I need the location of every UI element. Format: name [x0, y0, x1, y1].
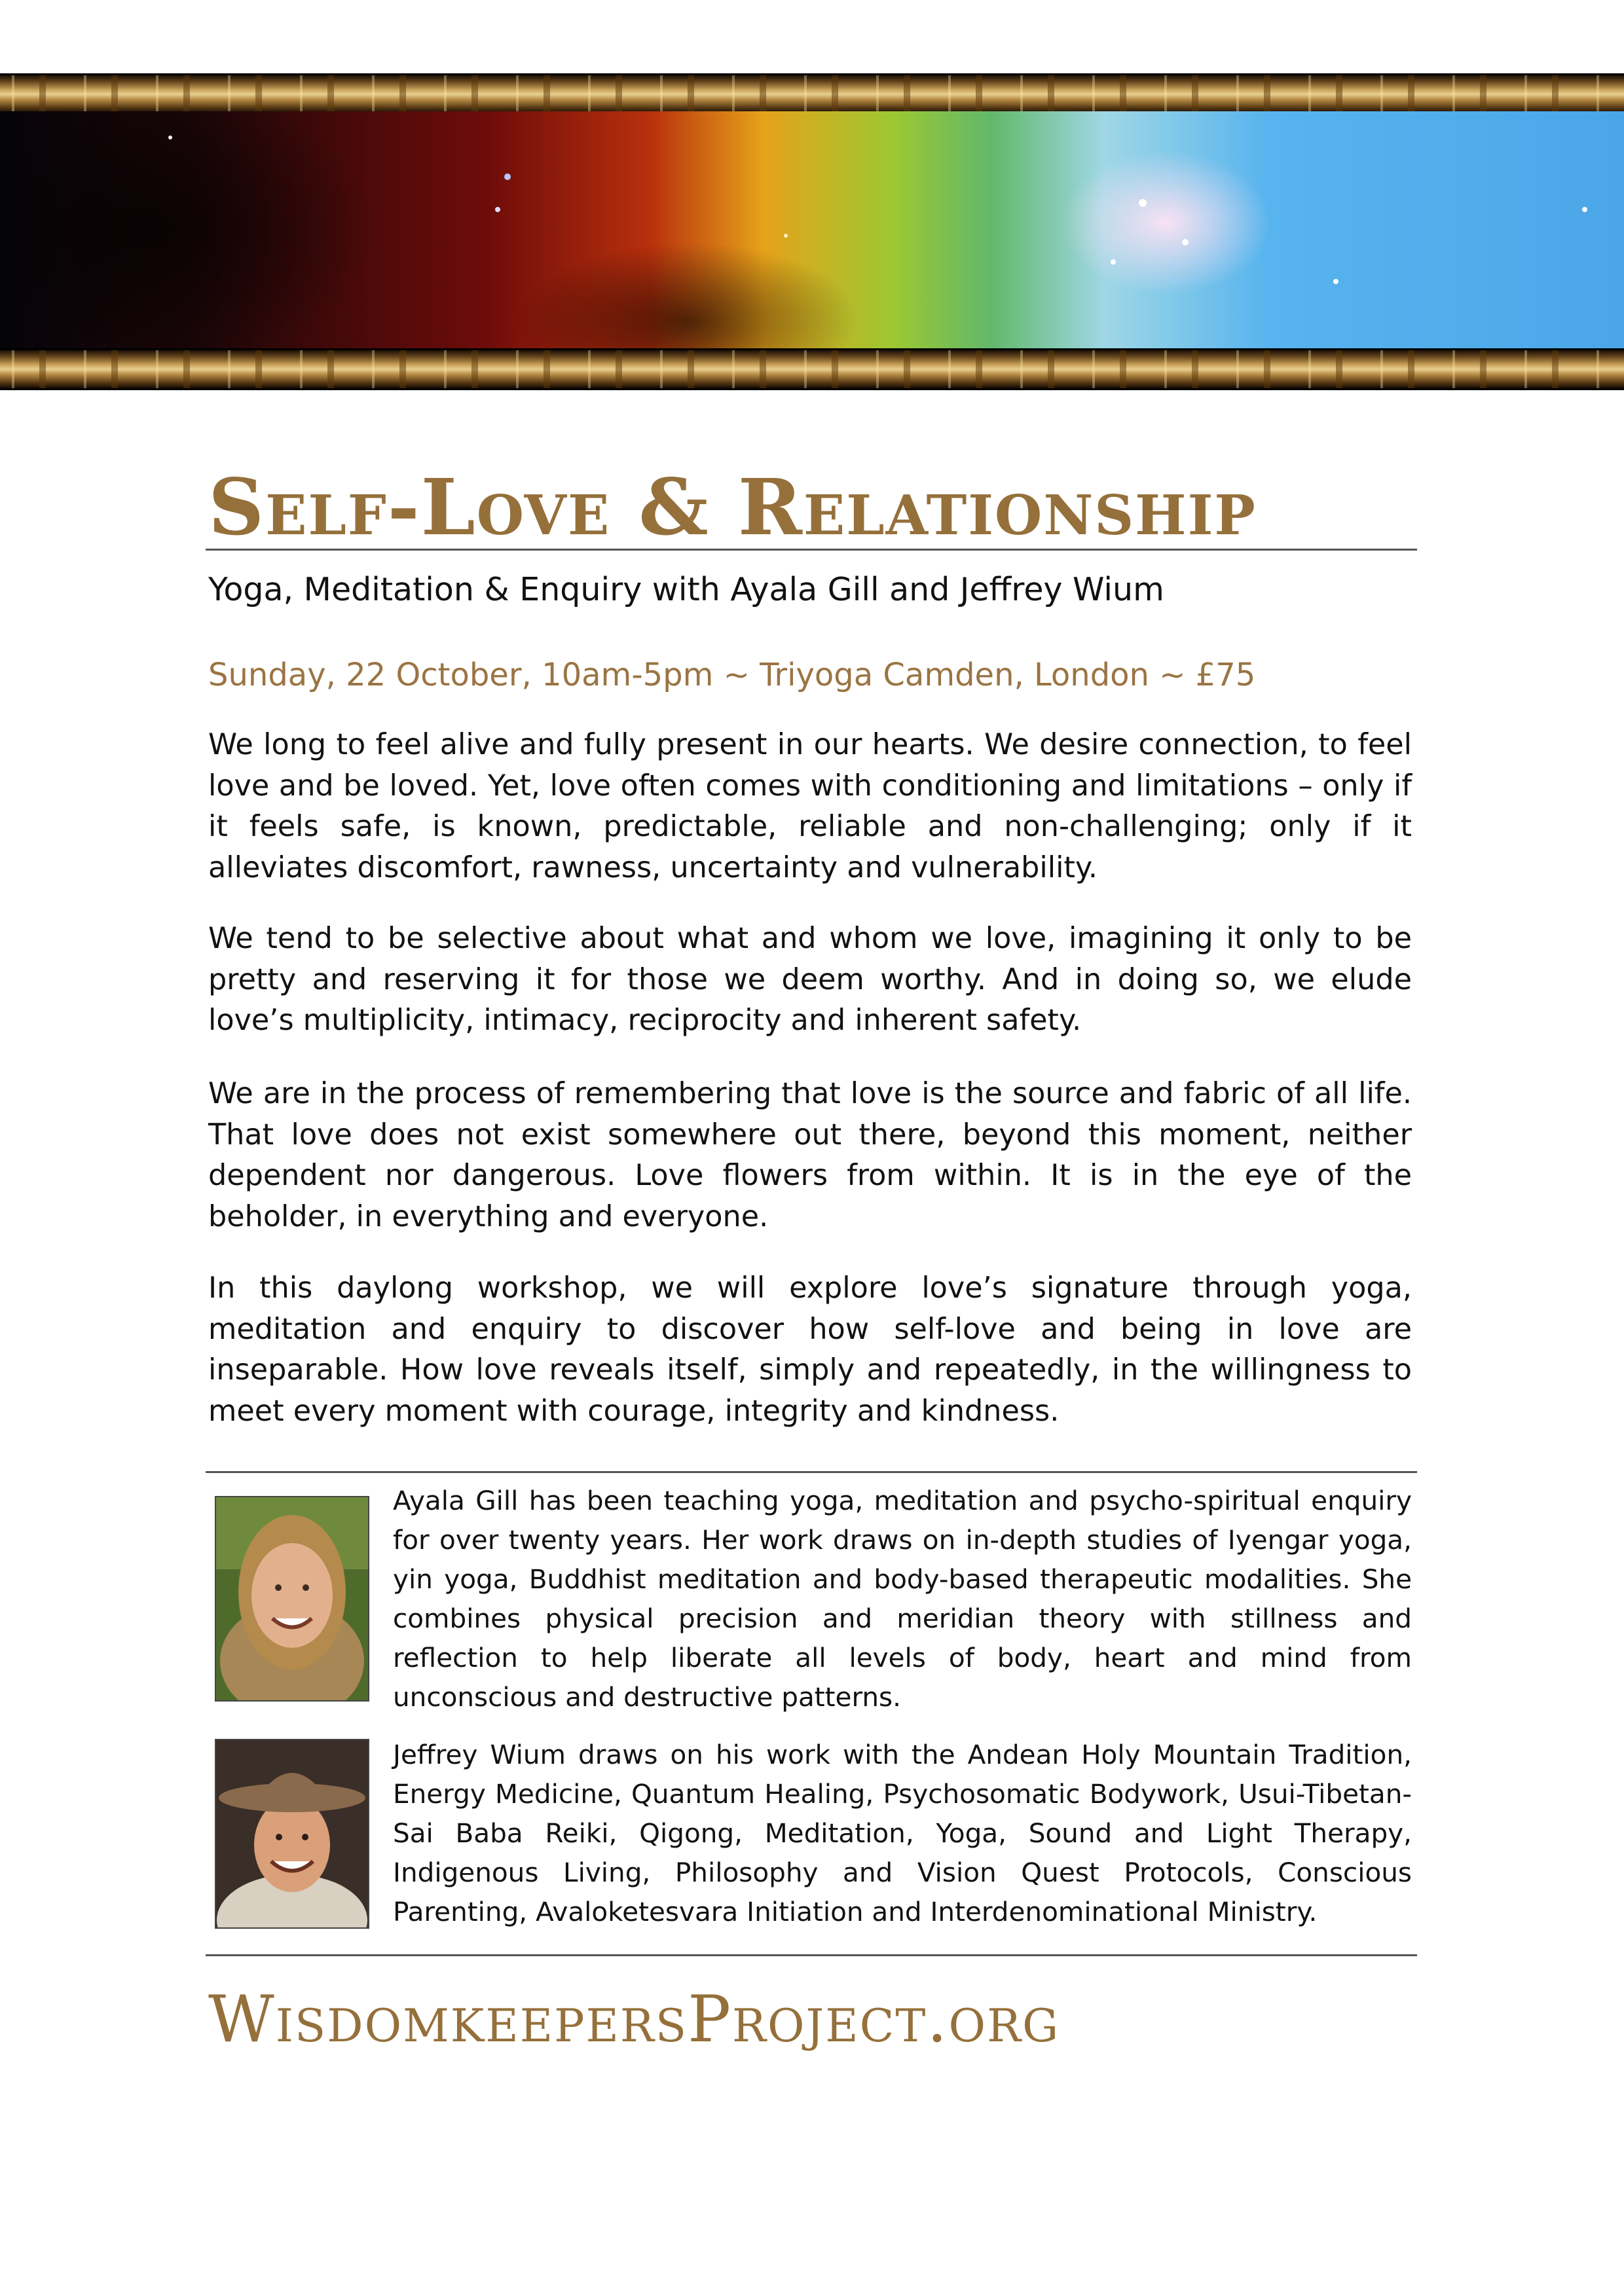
event-details: Sunday, 22 October, 10am-5pm ~ Triyoga Camden, London ~ £75	[208, 657, 1256, 693]
teacher-bio: Jeffrey Wium draws on his work with the Andean Holy Mountain Tradition, Energy Medicine, Quantum Healing, Psychosomatic Bodywork, Usui-Tibetan-Sai Baba Reiki, Qigong, Meditation, Yoga, Sound and Light Therapy, Indigenous Living, Philosophy and Vision Quest Protocols, Conscious Parenting, Avaloketesvara Initiation and Interdenominational Ministry.	[393, 1739, 1412, 1927]
body-paragraph: We tend to be selective about what and whom we love, imagining it only to be pretty and reserving it for those we deem worthy. And in doing so, we elude love’s multiplicity, intimacy, reciprocity and inherent safety.	[208, 922, 1412, 1037]
banner-top-border	[0, 73, 1624, 115]
teachers-top-rule	[206, 1471, 1417, 1473]
event-subtitle: Yoga, Meditation & Enquiry with Ayala Gill and Jeffrey Wium	[208, 571, 1164, 608]
body-paragraph: In this daylong workshop, we will explore love’s signature through yoga, meditation and enquiry to discover how self-love and being in love are inseparable. How love reveals itself, simply and repeatedly, in the willingness to meet every moment with courage, integrity and kindness.	[208, 1271, 1412, 1428]
portrait-icon	[216, 1497, 368, 1700]
event-title: Self-Love & Relationship	[208, 462, 1257, 553]
ayala-gill-photo	[215, 1496, 369, 1702]
teachers-bottom-rule	[206, 1954, 1417, 1956]
teacher-bio: Ayala Gill has been teaching yoga, meditation and psycho-spiritual enquiry for over twenty years. Her work draws on in-depth studies of Iyengar yoga, yin yoga, Buddhist meditation and body-based therapeutic modalities. She combines physical precision and meridian theory with stillness and reflection to help liberate all levels of body, heart and mind from unconscious and destructive patterns.	[393, 1485, 1412, 1713]
title-rule	[206, 549, 1417, 551]
body-paragraph: We are in the process of remembering that love is the source and fabric of all life. That love does not exist somewhere out there, beyond this moment, neither dependent nor dangerous. Love flowers from within. It is in the eye of the beholder, in everything and everyone.	[208, 1077, 1412, 1233]
header-banner	[0, 73, 1624, 390]
jeffrey-wium-photo	[215, 1739, 369, 1929]
banner-bottom-border	[0, 348, 1624, 390]
body-paragraph: We long to feel alive and fully present in our hearts. We desire connection, to feel love and be loved. Yet, love often comes with conditioning and limitations – only if it feels safe, is known, predictable, reliable and non-challenging; only if it alleviates discomfort, rawness, uncertainty and vulnerability.	[208, 728, 1412, 884]
nebula-image	[0, 111, 1624, 352]
portrait-icon	[216, 1740, 368, 1927]
website-link[interactable]: WisdomkeepersProject.org	[208, 1982, 1060, 2057]
